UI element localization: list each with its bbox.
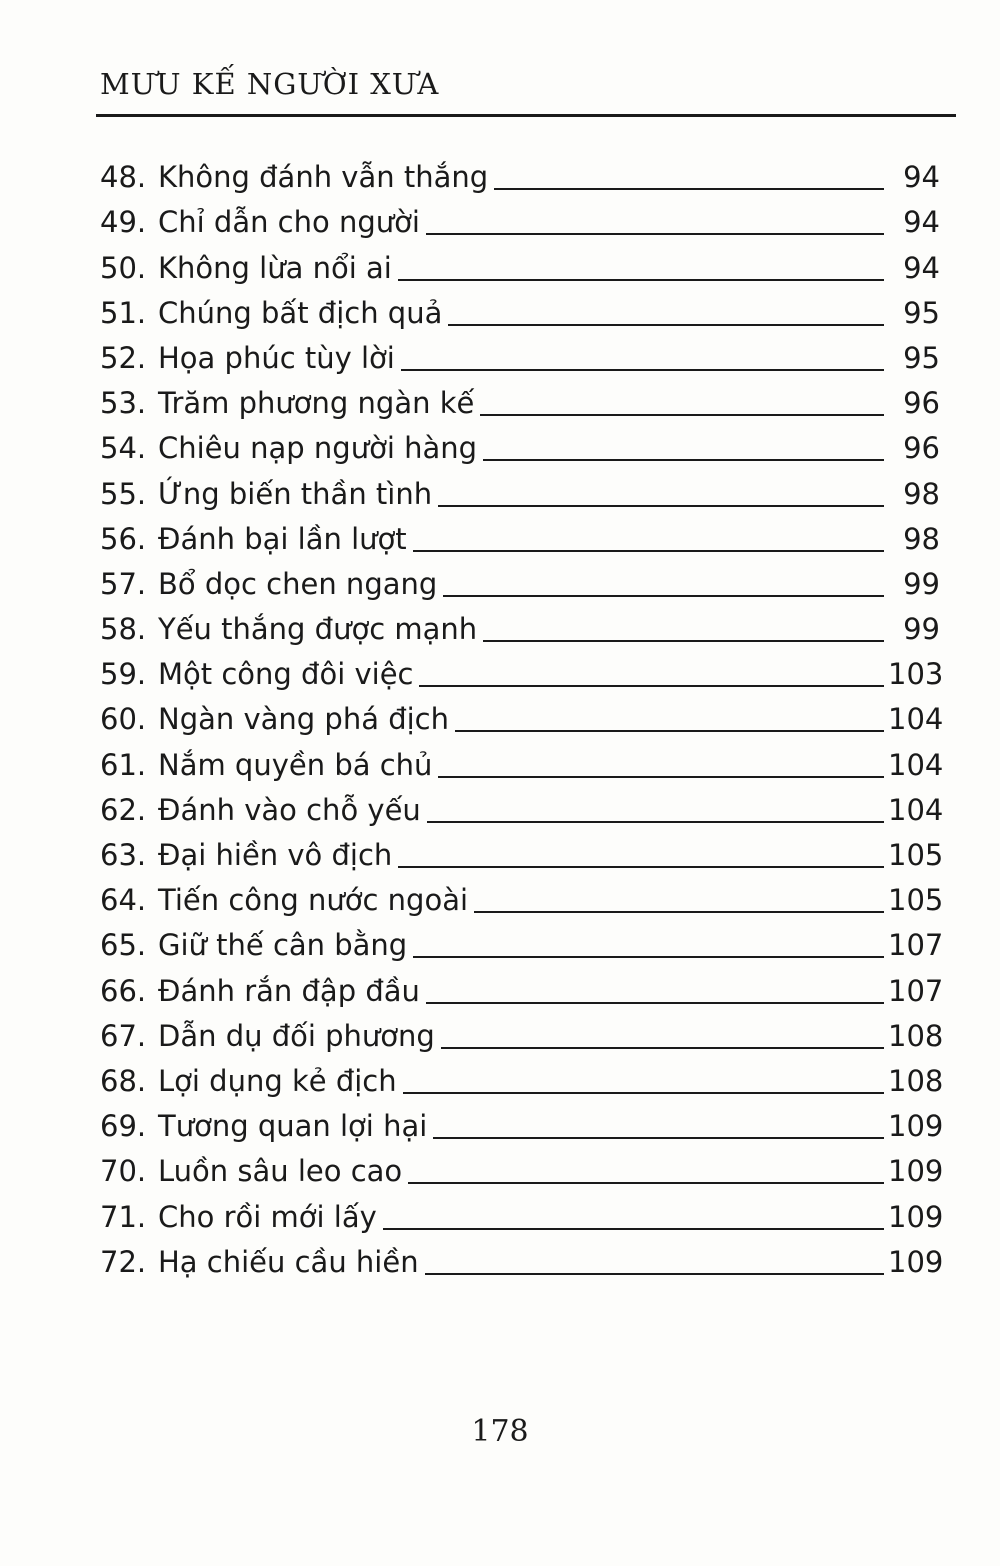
toc-leader-line <box>408 1182 884 1184</box>
toc-entry-page: 107 <box>888 973 944 1008</box>
toc-entry <box>100 466 940 511</box>
toc-leader-line <box>426 1002 884 1004</box>
toc-leader-line <box>441 1047 884 1049</box>
toc-entry-page: 109 <box>888 1199 944 1234</box>
toc-leader-line <box>494 188 884 190</box>
toc-entry-number: 68. <box>100 1063 147 1098</box>
toc-entry-title: Trăm phương ngàn kế <box>158 386 475 421</box>
toc-leader-line <box>413 956 884 958</box>
toc-entry-title: Ngàn vàng phá địch <box>158 702 449 737</box>
toc-entry-page: 109 <box>888 1244 944 1279</box>
toc-entry-title: Chỉ dẫn cho người <box>158 205 420 240</box>
toc-entry-number: 59. <box>100 657 147 692</box>
toc-entry-page: 109 <box>888 1154 944 1189</box>
toc-entry-number: 61. <box>100 747 147 782</box>
toc-entry-number: 63. <box>100 838 147 872</box>
toc-entry-page: 104 <box>888 747 944 782</box>
toc-leader-line <box>426 233 884 235</box>
toc-entry <box>100 512 940 557</box>
toc-entry-page: 108 <box>888 1063 944 1098</box>
toc-entry-page: 108 <box>888 1018 944 1053</box>
toc-entry-title: Ứng biến thần tình <box>158 476 433 511</box>
toc-leader-line <box>483 459 884 461</box>
toc-leader-line <box>398 866 884 868</box>
toc-entry-page: 104 <box>888 702 944 737</box>
toc-entry-page: 95 <box>903 340 940 375</box>
toc-entry-number: 49. <box>100 205 147 240</box>
toc-entry-title: Không đánh vẫn thắng <box>158 160 489 195</box>
toc-entry-page: 98 <box>903 476 940 511</box>
toc-entry-number: 52. <box>100 340 147 375</box>
toc-entry-number: 70. <box>100 1154 147 1189</box>
toc-entry-number: 64. <box>100 883 147 918</box>
toc-entry <box>100 783 944 828</box>
table-of-contents <box>100 150 944 1280</box>
toc-leader-line <box>419 685 884 687</box>
toc-leader-line <box>383 1228 884 1230</box>
toc-entry <box>100 421 940 466</box>
toc-entry-number: 65. <box>100 928 147 963</box>
toc-entry-title: Chiêu nạp người hàng <box>158 431 478 466</box>
toc-leader-line <box>443 595 884 597</box>
toc-entry-number: 56. <box>100 521 147 556</box>
toc-entry-number: 55. <box>100 476 147 511</box>
toc-entry-page: 105 <box>888 838 944 872</box>
toc-leader-line <box>433 1137 884 1139</box>
toc-entry-title: Đánh vào chỗ yếu <box>158 792 421 827</box>
toc-entry <box>100 1144 944 1189</box>
toc-entry-title: Không lừa nổi ai <box>158 250 392 285</box>
toc-entry <box>100 240 940 285</box>
toc-leader-line <box>455 730 884 732</box>
toc-entry-page: 105 <box>888 883 944 918</box>
toc-leader-line <box>438 776 884 778</box>
toc-entry-page: 103 <box>888 657 944 692</box>
toc-entry-number: 48. <box>100 160 147 195</box>
toc-entry-title: Nắm quyền bá chủ <box>158 747 433 782</box>
toc-leader-line <box>403 1092 884 1094</box>
toc-leader-line <box>413 550 884 552</box>
toc-entry-title: Cho rồi mới lấy <box>158 1199 377 1234</box>
toc-entry-title: Tương quan lợi hại <box>158 1109 428 1144</box>
toc-entry-number: 54. <box>100 431 147 466</box>
toc-entry <box>100 376 940 421</box>
toc-entry <box>100 963 944 1008</box>
toc-entry <box>100 1009 944 1054</box>
toc-entry <box>100 647 944 692</box>
toc-leader-line <box>474 911 884 913</box>
running-header <box>100 64 960 104</box>
header-rule <box>96 114 956 117</box>
toc-entry-number: 60. <box>100 702 147 737</box>
toc-entry-title: Dẫn dụ đối phương <box>158 1018 435 1053</box>
toc-entry-page: 99 <box>903 612 940 647</box>
toc-entry-page: 95 <box>903 295 940 330</box>
toc-leader-line <box>438 505 884 507</box>
toc-entry <box>100 737 944 782</box>
toc-entry <box>100 828 944 873</box>
toc-entry-page: 99 <box>903 566 940 601</box>
toc-entry-number: 67. <box>100 1018 147 1053</box>
toc-leader-line <box>483 640 884 642</box>
toc-entry <box>100 873 944 918</box>
toc-entry <box>100 331 940 376</box>
toc-entry-title: Tiến công nước ngoài <box>158 883 469 918</box>
toc-entry <box>100 1099 944 1144</box>
toc-entry-number: 58. <box>100 612 147 647</box>
toc-entry <box>100 150 940 195</box>
toc-entry-title: Đánh bại lần lượt <box>158 521 407 556</box>
toc-entry-page: 104 <box>888 792 944 827</box>
toc-entry-title: Một công đôi việc <box>158 657 414 692</box>
toc-entry-page: 96 <box>903 431 940 466</box>
toc-entry <box>100 692 944 737</box>
toc-leader-line <box>398 279 884 281</box>
page-number: 178 <box>471 1414 529 1449</box>
toc-entry-page: 96 <box>903 386 940 421</box>
toc-entry-number: 62. <box>100 792 147 827</box>
toc-entry-title: Bổ dọc chen ngang <box>158 566 438 601</box>
toc-entry-number: 66. <box>100 973 147 1008</box>
toc-entry <box>100 1189 944 1234</box>
toc-entry-number: 69. <box>100 1109 147 1144</box>
toc-leader-line <box>480 414 884 416</box>
toc-leader-line <box>401 369 884 371</box>
toc-entry-title: Chúng bất địch quả <box>158 295 443 330</box>
toc-entry <box>100 195 940 240</box>
toc-entry-number: 57. <box>100 566 147 601</box>
toc-leader-line <box>425 1273 884 1275</box>
toc-leader-line <box>448 324 884 326</box>
toc-entry-title: Lợi dụng kẻ địch <box>158 1063 397 1098</box>
toc-entry-title: Hạ chiếu cầu hiền <box>158 1244 419 1279</box>
toc-entry <box>100 918 944 963</box>
toc-entry-page: 94 <box>903 160 940 195</box>
toc-entry-page: 98 <box>903 521 940 556</box>
toc-entry-number: 71. <box>100 1199 147 1234</box>
toc-entry-page: 94 <box>903 205 940 240</box>
toc-entry-title: Họa phúc tùy lời <box>158 340 395 375</box>
book-title: MƯU KẾ NGƯỜI XƯA <box>100 67 440 101</box>
toc-entry-title: Đại hiền vô địch <box>158 838 393 872</box>
toc-entry-page: 109 <box>888 1109 944 1144</box>
toc-entry-page: 107 <box>888 928 944 963</box>
toc-entry-title: Đánh rắn đập đầu <box>158 973 420 1008</box>
toc-leader-line <box>427 821 884 823</box>
toc-entry <box>100 557 940 602</box>
toc-entry-number: 53. <box>100 386 147 421</box>
toc-entry-title: Luồn sâu leo cao <box>158 1154 403 1189</box>
toc-entry-title: Yếu thắng được mạnh <box>158 612 478 647</box>
toc-entry-number: 72. <box>100 1244 147 1279</box>
toc-entry <box>100 1054 944 1099</box>
toc-entry <box>100 1235 944 1280</box>
toc-entry <box>100 286 940 331</box>
toc-entry-page: 94 <box>903 250 940 285</box>
toc-entry-title: Giữ thế cân bằng <box>158 928 408 963</box>
toc-entry <box>100 602 940 647</box>
toc-entry-number: 50. <box>100 250 147 285</box>
toc-entry-number: 51. <box>100 295 147 330</box>
